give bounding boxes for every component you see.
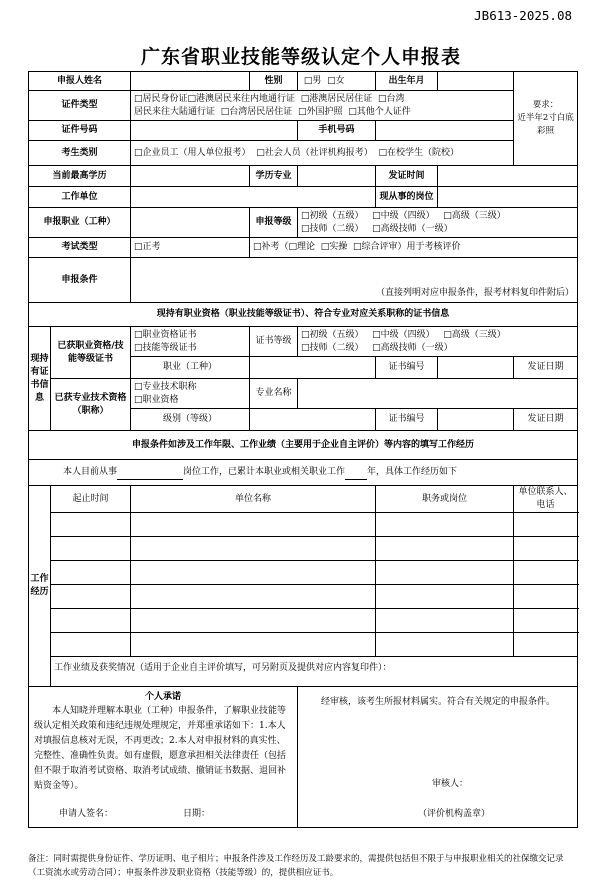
stamp-label: （评价机构盖章） [418,809,491,819]
tech-cert-no-field[interactable] [438,409,514,431]
quals-cert-no-label: 证书编号 [376,357,438,379]
cert-no-label: 证件号码 [29,121,131,141]
cert-no-field[interactable] [131,121,298,141]
pledge-box [29,687,298,828]
current-post-blank[interactable] [117,466,183,480]
level-options[interactable]: □初级（五级） □中级（四级） □高级（三级） □技师（二级） □高级技师（一级） [298,208,578,238]
years-blank[interactable] [345,466,367,480]
col-position: 职务或岗位 [376,486,514,513]
quals-issue-date-label: 发证日期 [514,357,578,379]
experience-heading: 申报条件如涉及工作年限、工作业绩（主要用于企业自主评价）等内容的填写工作经历 [29,431,578,460]
col-employer: 单位名称 [131,486,376,513]
quals-side-label: 现持有证书信息 [29,327,51,431]
exam-makeup-options[interactable]: □补考（□理论 □实操 □综合评审）用于考核评价 [250,238,578,258]
experience-side-label: 工作经历 [29,486,51,687]
gender-label: 性别 [250,72,298,91]
candidate-options[interactable]: □企业员工（用人单位报考） □社会人员（社评机构报考） □在校学生（院校） [131,141,514,166]
application-form [28,71,578,828]
achievements-label: 工作业绩及获奖情况（适用于企业自主评价填写，可另附页及提供对应内容复印件）： [54,663,392,673]
col-contact: 单位联系人、电话 [514,486,578,513]
experience-row[interactable] [29,609,578,633]
grade-field[interactable] [250,409,376,431]
experience-row[interactable] [29,537,578,561]
major-name-field[interactable] [298,379,578,409]
gender-female-option[interactable]: □女 [327,75,345,86]
conditions-note: （直接列明对应申报条件，报考材料复印件附后） [376,288,575,298]
employer-field[interactable] [131,187,376,208]
quals-cert-no-field[interactable] [438,357,514,379]
achievements-field[interactable] [51,657,578,687]
col-period: 起止时间 [51,486,131,513]
birth-label: 出生年月 [376,72,438,91]
employer-label: 工作单位 [29,187,131,208]
quals-occupation-label: 职业（工种） [131,357,250,379]
quals-occupation-field[interactable] [250,357,376,379]
birth-field[interactable] [438,72,514,91]
cert-type-options[interactable]: □居民身份证□港澳居民来往内地通行证 □港澳居民居住证 □台湾 居民来往大陆通行证 □台湾居民居住证 □外国护照 □其他个人证件 [131,91,514,121]
photo-note: 要求： 近半年2寸白底彩照 [517,100,574,136]
skill-cert-label: 已获职业资格/技能等级证书 [51,327,131,379]
gender-male-option[interactable]: □男 [303,75,322,86]
skill-cert-options[interactable]: □职业资格证书 □技能等级证书 [131,327,250,357]
quals-heading: 现持有职业资格（职业技能等级证书）、符合专业对应关系职称的证书信息 [29,303,578,327]
major-field[interactable] [298,166,376,187]
form-title: 广东省职业技能等级认定个人申报表 [140,46,461,68]
occupation-field[interactable] [131,208,250,238]
review-body: 经审核，该考生所报材料属实。符合有关规定的申报条件。 [321,697,556,707]
tech-cert-no-label: 证书编号 [376,409,438,431]
major-name-label: 专业名称 [250,379,298,409]
signature-label: 申请人签名： [59,809,114,819]
position-label: 现从事的岗位 [376,187,438,208]
name-field[interactable] [131,72,250,91]
issue-date-label: 发证时间 [376,166,438,187]
major-label: 学历专业 [250,166,298,187]
exam-type-label: 考试类型 [29,238,131,258]
phone-label: 手机号码 [298,121,376,141]
conditions-field[interactable] [131,258,578,303]
education-field[interactable] [131,166,250,187]
occupation-label: 申报职业（工种） [29,208,131,238]
date-label: 日期： [183,809,211,819]
exam-regular-option[interactable]: □正考 [131,238,250,258]
pledge-body: 本人知晓并理解本职业（工种）申报条件，了解职业技能等级认定相关政策和违纪违规处理规定，并郑重承诺如下：1.本人对填报信息核对无误，不再更改；2.本人对申报材料的真实性、完整性、准确性负责。如有虚假，愿意承担相关法律责任（包括但不限于取消考试资格、取消考试成绩、撤销证书数据、退回补贴资金等）。 [34,706,287,791]
reviewer-label[interactable]: 审核人： [432,779,469,789]
tech-issue-date-label: 发证日期 [514,409,578,431]
education-label: 当前最高学历 [29,166,131,187]
experience-statement: 本人目前从事 岗位工作，已累计本职业或相关职业工作 年，具体工作经历如下 [29,460,578,486]
grade-label: 级别（等级） [131,409,250,431]
conditions-label: 申报条件 [29,258,131,303]
document-code: JB613-2025.08 [474,8,572,23]
position-field[interactable] [438,187,578,208]
name-label: 申报人姓名 [29,72,131,91]
cert-level-label: 证书等级 [250,327,298,357]
tech-title-label: 已获专业技术资格（职称） [51,379,131,431]
experience-row[interactable] [29,633,578,657]
experience-row[interactable] [29,513,578,537]
cert-level-options[interactable]: □初级（五级） □中级（四级） □高级（三级） □技师（二级） □高级技师（一级） [298,327,578,357]
signature-area[interactable] [59,808,210,821]
issue-date-field[interactable] [438,166,578,187]
pledge-title: 个人承诺 [145,692,182,702]
phone-field[interactable] [376,121,514,141]
candidate-type-label: 考生类别 [29,141,131,166]
gender-options[interactable] [298,72,376,91]
tech-title-options[interactable]: □专业技术职称 □职业资格 [131,379,250,409]
review-box [298,687,578,828]
cert-type-label: 证件类型 [29,91,131,121]
level-label: 申报等级 [250,208,298,238]
footnote: 备注：同时需提供身份证件、学历证明、电子相片；申报条件涉及工作经历及工龄要求的，需提供包括但不限于与申报职业相关的社保缴交记录（工资流水或劳动合同）；申报条件涉及职业资格（技能等级）的，提供相应证书。 [28,854,564,878]
experience-row[interactable] [29,561,578,585]
experience-row[interactable] [29,585,578,609]
photo-box[interactable] [514,72,578,166]
